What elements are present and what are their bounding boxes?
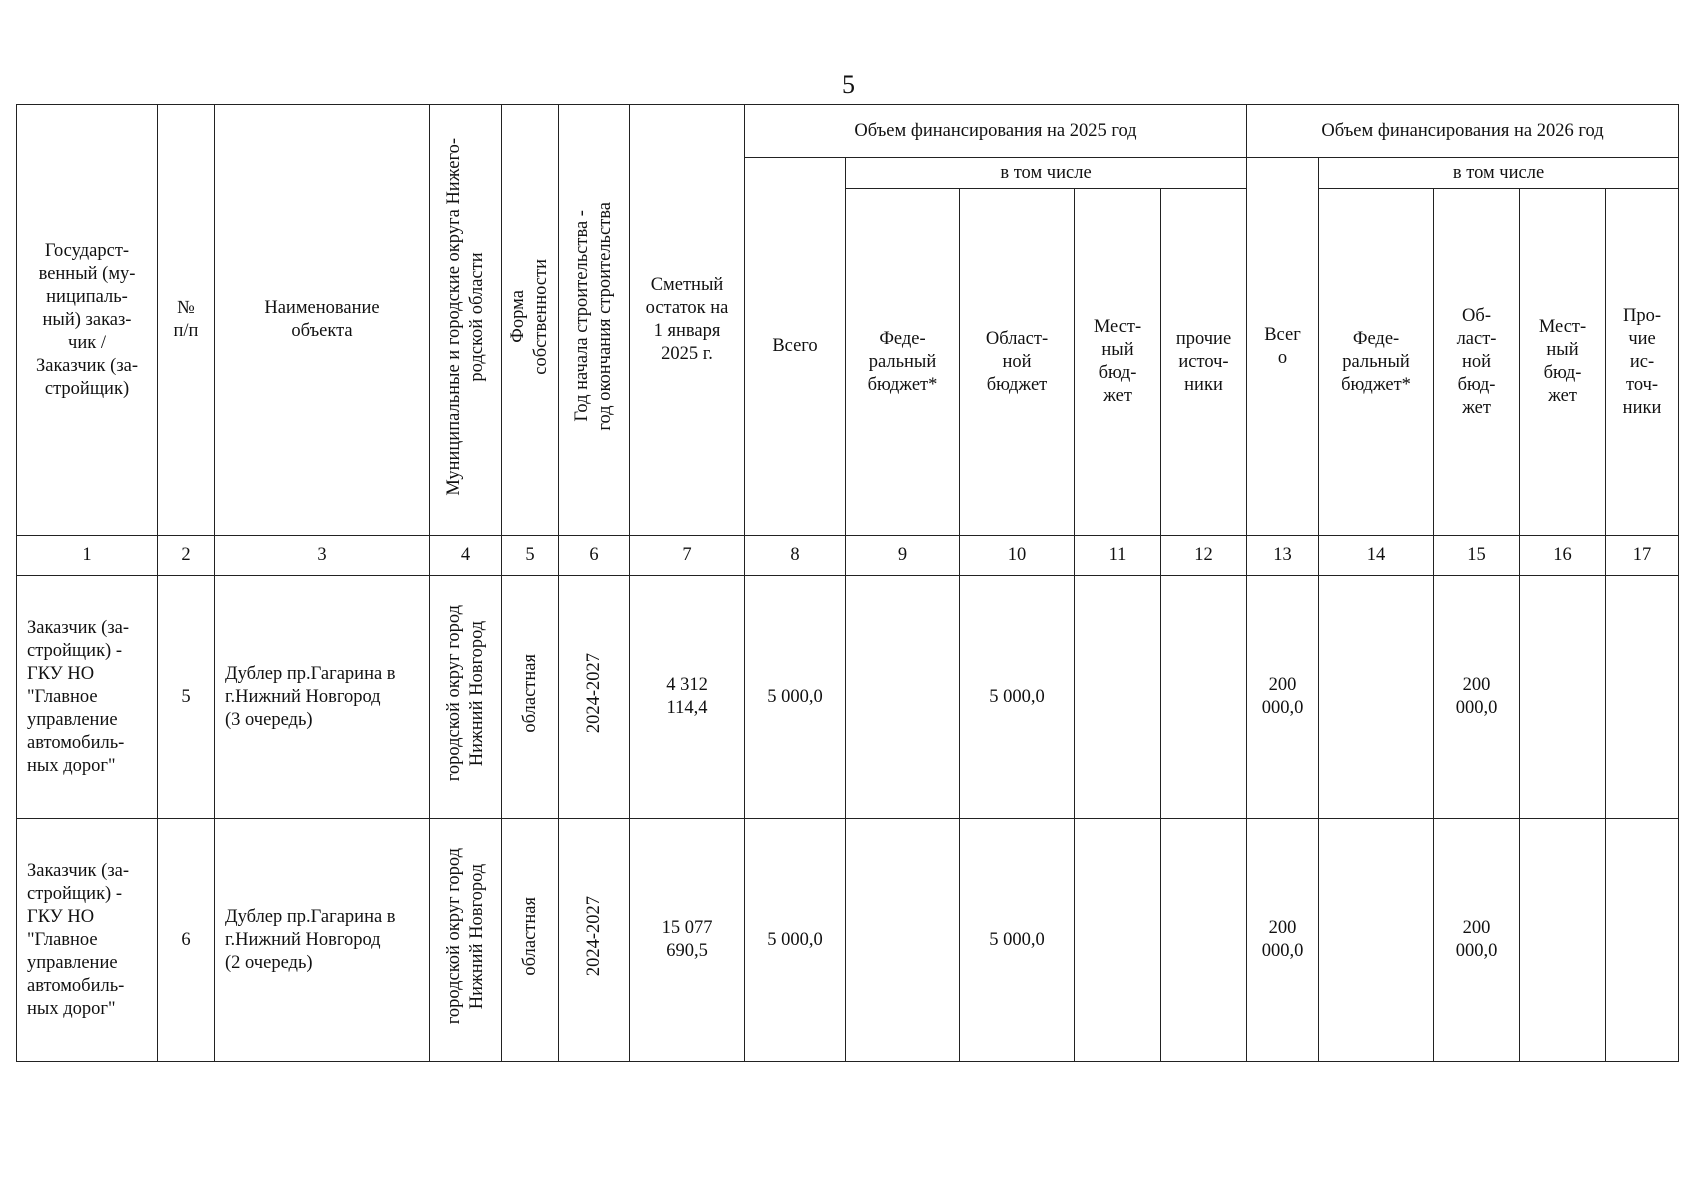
col-number: 3 [215,536,430,576]
header-municipality-cell [430,105,502,536]
cell-total-2025: 5 000,0 [745,576,846,819]
header-years-cell [559,105,630,536]
col-number: 5 [502,536,559,576]
header-fed-2026: Феде- ральный бюджет* [1319,189,1434,536]
col-number: 13 [1247,536,1319,576]
col-number: 10 [960,536,1075,576]
cell-ownership [502,819,559,1062]
cell-num: 5 [158,576,215,819]
municipality-text: городской округ город Нижний Новгород [443,605,487,782]
cell-object-name: Дублер пр.Гагарина в г.Нижний Новгород (2 очередь) [215,819,430,1062]
header-reg-2026: Об- ласт- ной бюд- жет [1434,189,1520,536]
cell-total-2026: 200 000,0 [1247,576,1319,819]
table-row [17,819,1679,1062]
header-fed-2025: Феде- ральный бюджет* [846,189,960,536]
financing-table [16,104,1679,1062]
header-total-2026: Всег о [1247,158,1319,536]
cell-fed-2026 [1319,576,1434,819]
page-number: 5 [842,70,855,99]
cell-num: 6 [158,819,215,1062]
col-number: 6 [559,536,630,576]
header-ownership: Форма собственности [508,258,551,375]
header-reg-2025: Област- ной бюджет [960,189,1075,536]
header-total-2025: Всего [745,158,846,536]
table-row [17,576,1679,819]
col-number: 9 [846,536,960,576]
cell-customer: Заказчик (за- стройщик) - ГКУ НО "Главное управление автомобиль- ных дорог" [17,576,158,819]
cell-total-2025: 5 000,0 [745,819,846,1062]
col-number: 17 [1606,536,1679,576]
cell-municipality [430,576,502,819]
years-text: 2024-2027 [583,653,604,734]
header-incl-2026: в том числе [1319,158,1679,189]
cell-oth-2025 [1161,819,1247,1062]
ownership-text: областная [519,897,540,976]
cell-oth-2025 [1161,576,1247,819]
cell-years [559,819,630,1062]
header-years: Год начала строительства - год окончания строительства [572,202,615,431]
header-customer: Государст- венный (му- ниципаль- ный) заказ- чик / Заказчик (за- стройщик) [17,105,158,536]
cell-estimate-balance: 4 312 114,4 [630,576,745,819]
cell-municipality [430,819,502,1062]
cell-ownership [502,576,559,819]
header-num: № п/п [158,105,215,536]
cell-oth-2026 [1606,819,1679,1062]
years-text: 2024-2027 [583,896,604,977]
cell-reg-2025: 5 000,0 [960,819,1075,1062]
header-oth-2025: прочие источ- ники [1161,189,1247,536]
header-ownership-cell [502,105,559,536]
municipality-text: городской округ город Нижний Новгород [443,848,487,1025]
cell-fed-2026 [1319,819,1434,1062]
cell-fed-2025 [846,576,960,819]
col-number: 16 [1520,536,1606,576]
cell-years [559,576,630,819]
cell-total-2026: 200 000,0 [1247,819,1319,1062]
header-estimate-balance: Сметный остаток на 1 января 2025 г. [630,105,745,536]
header-loc-2025: Мест- ный бюд- жет [1075,189,1161,536]
col-number: 2 [158,536,215,576]
cell-reg-2026: 200 000,0 [1434,576,1520,819]
cell-oth-2026 [1606,576,1679,819]
header-fin-2025: Объем финансирования на 2025 год [745,105,1247,158]
col-number: 14 [1319,536,1434,576]
cell-fed-2025 [846,819,960,1062]
col-number: 8 [745,536,846,576]
col-number: 15 [1434,536,1520,576]
header-fin-2026: Объем финансирования на 2026 год [1247,105,1679,158]
cell-loc-2025 [1075,819,1161,1062]
column-number-row [17,536,1679,576]
cell-loc-2026 [1520,576,1606,819]
col-number: 12 [1161,536,1247,576]
header-row-1 [17,105,1679,158]
header-incl-2025: в том числе [846,158,1247,189]
header-object-name: Наименование объекта [215,105,430,536]
cell-loc-2026 [1520,819,1606,1062]
header-loc-2026: Мест- ный бюд- жет [1520,189,1606,536]
header-municipality: Муниципальные и городские округа Нижего- родской области [443,137,487,496]
cell-loc-2025 [1075,576,1161,819]
col-number: 1 [17,536,158,576]
cell-reg-2026: 200 000,0 [1434,819,1520,1062]
col-number: 7 [630,536,745,576]
cell-customer: Заказчик (за- стройщик) - ГКУ НО "Главное управление автомобиль- ных дорог" [17,819,158,1062]
col-number: 11 [1075,536,1161,576]
header-oth-2026: Про- чие ис- точ- ники [1606,189,1679,536]
cell-object-name: Дублер пр.Гагарина в г.Нижний Новгород (3 очередь) [215,576,430,819]
cell-reg-2025: 5 000,0 [960,576,1075,819]
cell-estimate-balance: 15 077 690,5 [630,819,745,1062]
col-number: 4 [430,536,502,576]
ownership-text: областная [519,654,540,733]
